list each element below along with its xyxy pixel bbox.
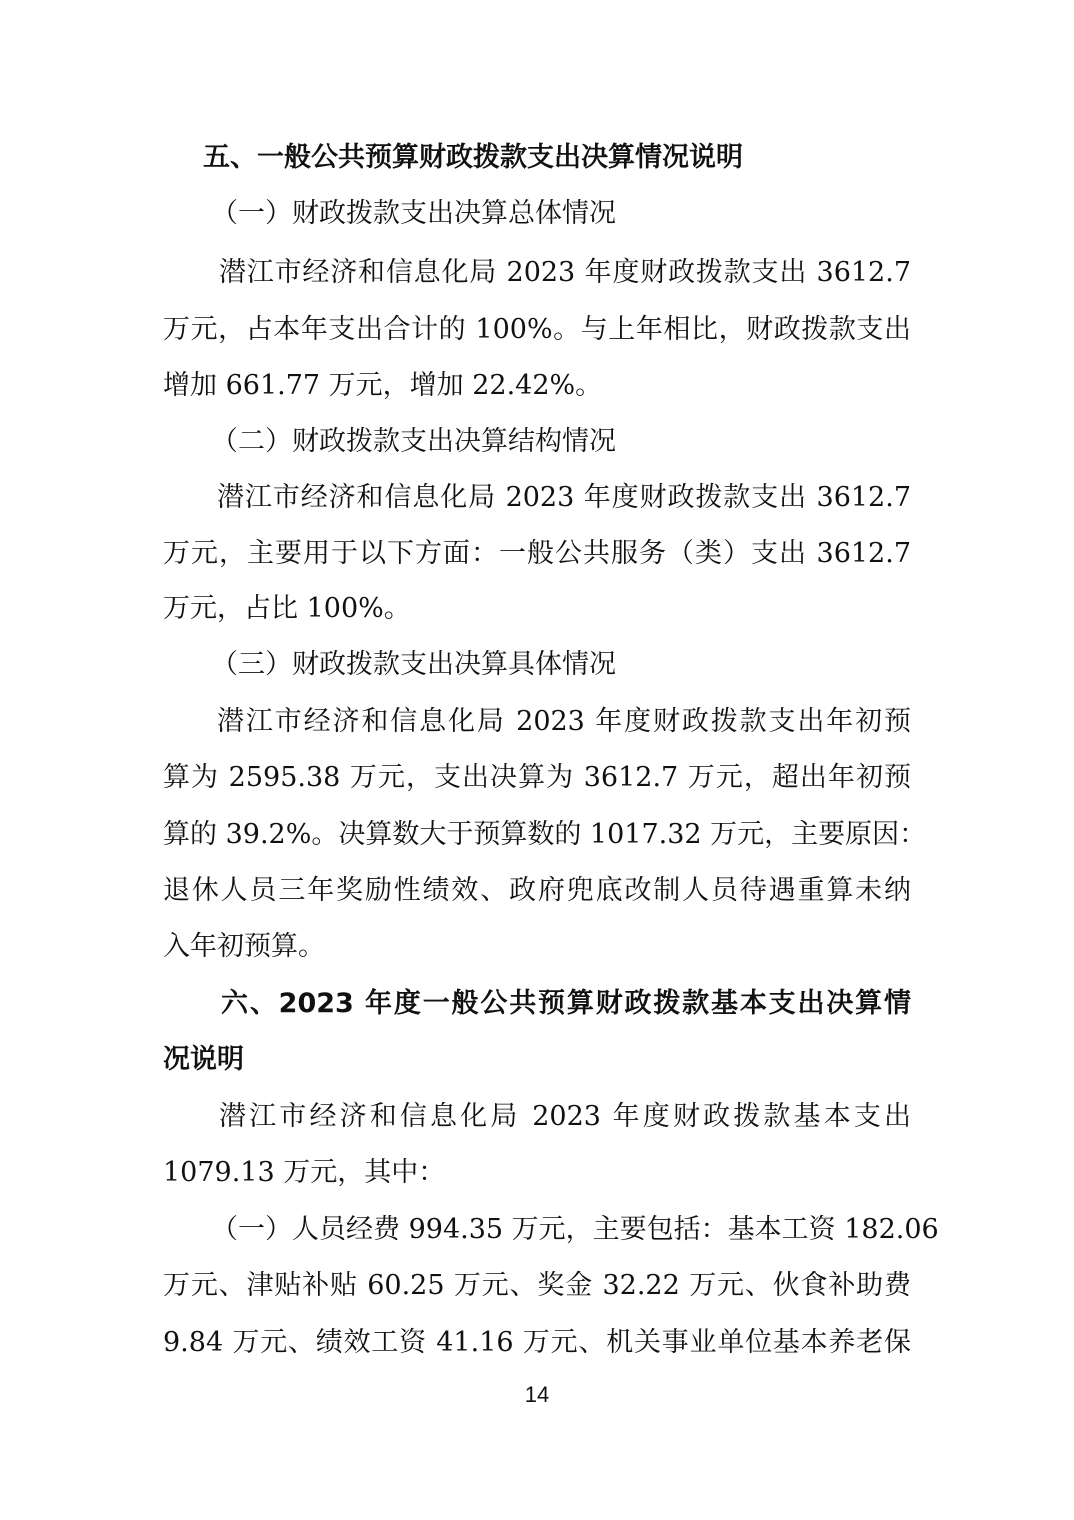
section6-line-4: 万元、津贴补贴 60.25 万元、奖金 32.22 万元、伙食补助费 bbox=[163, 1270, 911, 1301]
sub2-heading: （二）财政拨款支出决算结构情况 bbox=[211, 426, 616, 457]
sub3-heading: （三）财政拨款支出决算具体情况 bbox=[211, 649, 616, 680]
sub3-line-2: 算为 2595.38 万元，支出决算为 3612.7 万元，超出年初预 bbox=[163, 762, 911, 793]
section5-heading: 五、一般公共预算财政拨款支出决算情况说明 bbox=[203, 142, 743, 173]
section6-line-5: 9.84 万元、绩效工资 41.16 万元、机关事业单位基本养老保 bbox=[163, 1327, 911, 1358]
section6-line-2: 1079.13 万元，其中： bbox=[163, 1157, 446, 1188]
page-number: 14 bbox=[524, 1382, 550, 1407]
sub2-line-2: 万元，主要用于以下方面：一般公共服务（类）支出 3612.7 bbox=[163, 538, 911, 569]
sub3-line-4: 退休人员三年奖励性绩效、政府兜底改制人员待遇重算未纳 bbox=[163, 875, 911, 906]
sub3-line-1: 潜江市经济和信息化局 2023 年度财政拨款支出年初预 bbox=[217, 706, 911, 737]
sub2-line-1: 潜江市经济和信息化局 2023 年度财政拨款支出 3612.7 bbox=[217, 482, 911, 513]
sub1-line-1: 潜江市经济和信息化局 2023 年度财政拨款支出 3612.7 bbox=[219, 257, 911, 288]
sub1-heading: （一）财政拨款支出决算总体情况 bbox=[211, 198, 616, 229]
section6-heading-line-1: 六、2023 年度一般公共预算财政拨款基本支出决算情 bbox=[221, 988, 911, 1019]
section6-heading-line-2: 况说明 bbox=[163, 1044, 244, 1075]
section6-line-3: （一）人员经费 994.35 万元，主要包括：基本工资 182.06 bbox=[211, 1214, 939, 1245]
document-page bbox=[163, 0, 939, 1520]
section6-line-1: 潜江市经济和信息化局 2023 年度财政拨款基本支出 bbox=[219, 1101, 911, 1132]
sub3-line-3: 算的 39.2%。决算数大于预算数的 1017.32 万元，主要原因： bbox=[163, 819, 927, 850]
sub2-line-3: 万元，占比 100%。 bbox=[163, 593, 411, 624]
sub1-line-3: 增加 661.77 万元，增加 22.42%。 bbox=[163, 370, 603, 401]
sub3-line-5: 入年初预算。 bbox=[163, 931, 325, 962]
sub1-line-2: 万元，占本年支出合计的 100%。与上年相比，财政拨款支出 bbox=[163, 314, 911, 345]
